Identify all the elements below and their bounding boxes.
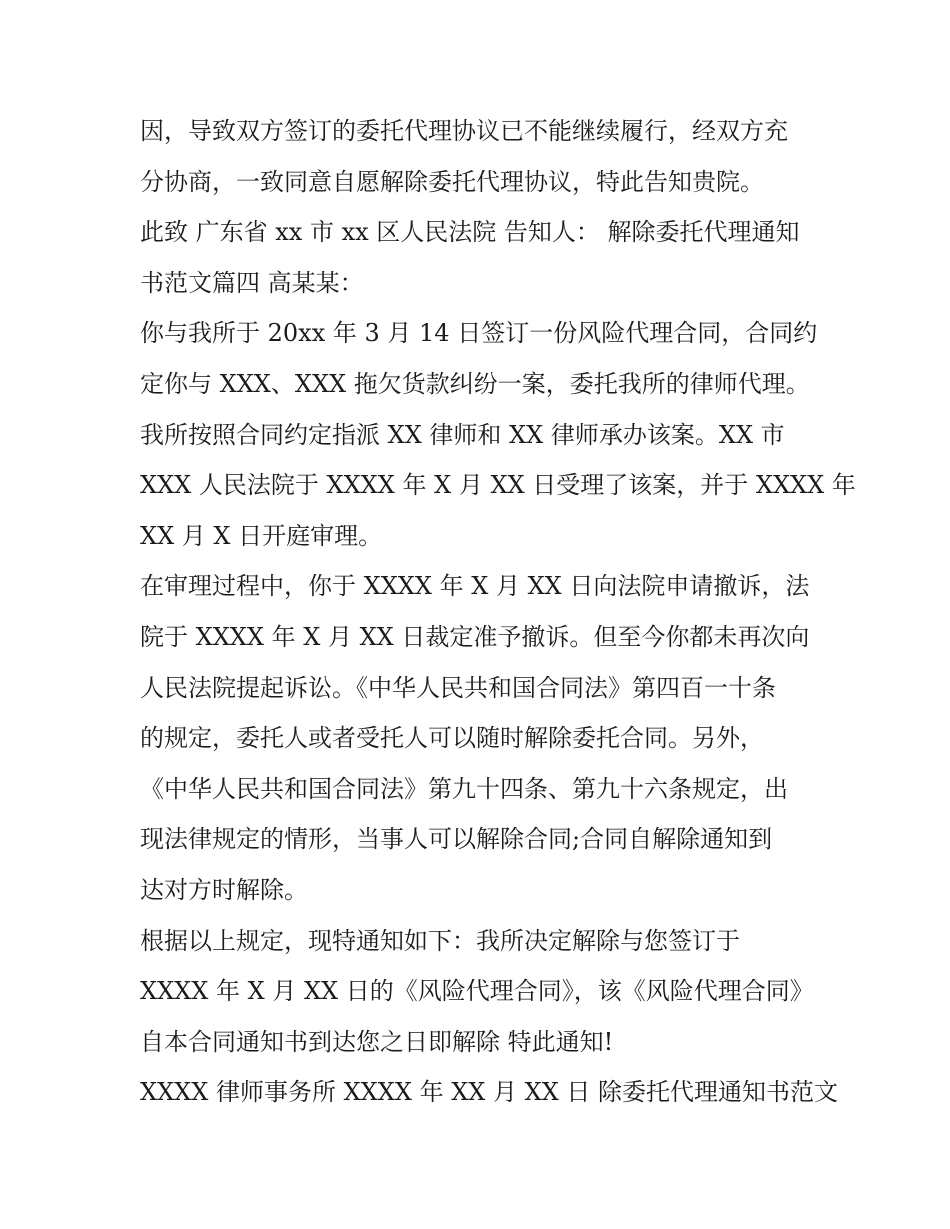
text-line: 院于 XXXX 年 X 月 XX 日裁定准予撤诉。但至今你都未再次向 [140,622,810,651]
text-line: XXX 人民法院于 XXXX 年 X 月 XX 日受理了该案，并于 XXXX 年 [140,471,856,500]
document-body [140,106,856,1118]
text-line: 的规定，委托人或者受托人可以随时解除委托合同。另外， [140,724,764,753]
text-line: 人民法院提起诉讼。《中华人民共和国合同法》第四百一十条 [140,673,776,702]
text-line: 书范文篇四 高某某： [140,268,364,297]
text-line: 自本合同通知书到达您之日即解除 特此通知! [140,1027,614,1056]
text-line: XXXX 律师事务所 XXXX 年 XX 月 XX 日 除委托代理通知书范文 [140,1078,839,1107]
text-line: XX 月 X 日开庭审理。 [140,521,383,550]
text-line: 你与我所于 20xx 年 3 月 14 日签订一份风险代理合同，合同约 [140,319,818,348]
text-line: 我所按照合同约定指派 XX 律师和 XX 律师承办该案。XX 市 [140,420,785,449]
text-line: 在审理过程中，你于 XXXX 年 X 月 XX 日向法院申请撤诉，法 [140,572,810,601]
text-line: 定你与 XXX、XXX 拖欠货款纠纷一案，委托我所的律师代理。 [140,369,810,398]
text-line: XXXX 年 X 月 XX 日的《风险代理合同》，该《风险代理合同》 [140,977,814,1006]
text-line: 因，导致双方签订的委托代理协议已不能继续履行，经双方充 [140,117,788,145]
text-line: 此致 广东省 xx 市 xx 区人民法院 告知人： 解除委托代理通知 [140,218,800,247]
text-line: 达对方时解除。 [140,875,308,904]
text-line: 现法律规定的情形，当事人可以解除合同;合同自解除通知到 [140,825,773,854]
text-line: 《中华人民共和国合同法》第九十四条、第九十六条规定，出 [140,774,788,803]
text-line: 根据以上规定，现特通知如下：我所决定解除与您签订于 [140,926,740,955]
text-line: 分协商，一致同意自愿解除委托代理协议，特此告知贵院。 [140,167,764,196]
